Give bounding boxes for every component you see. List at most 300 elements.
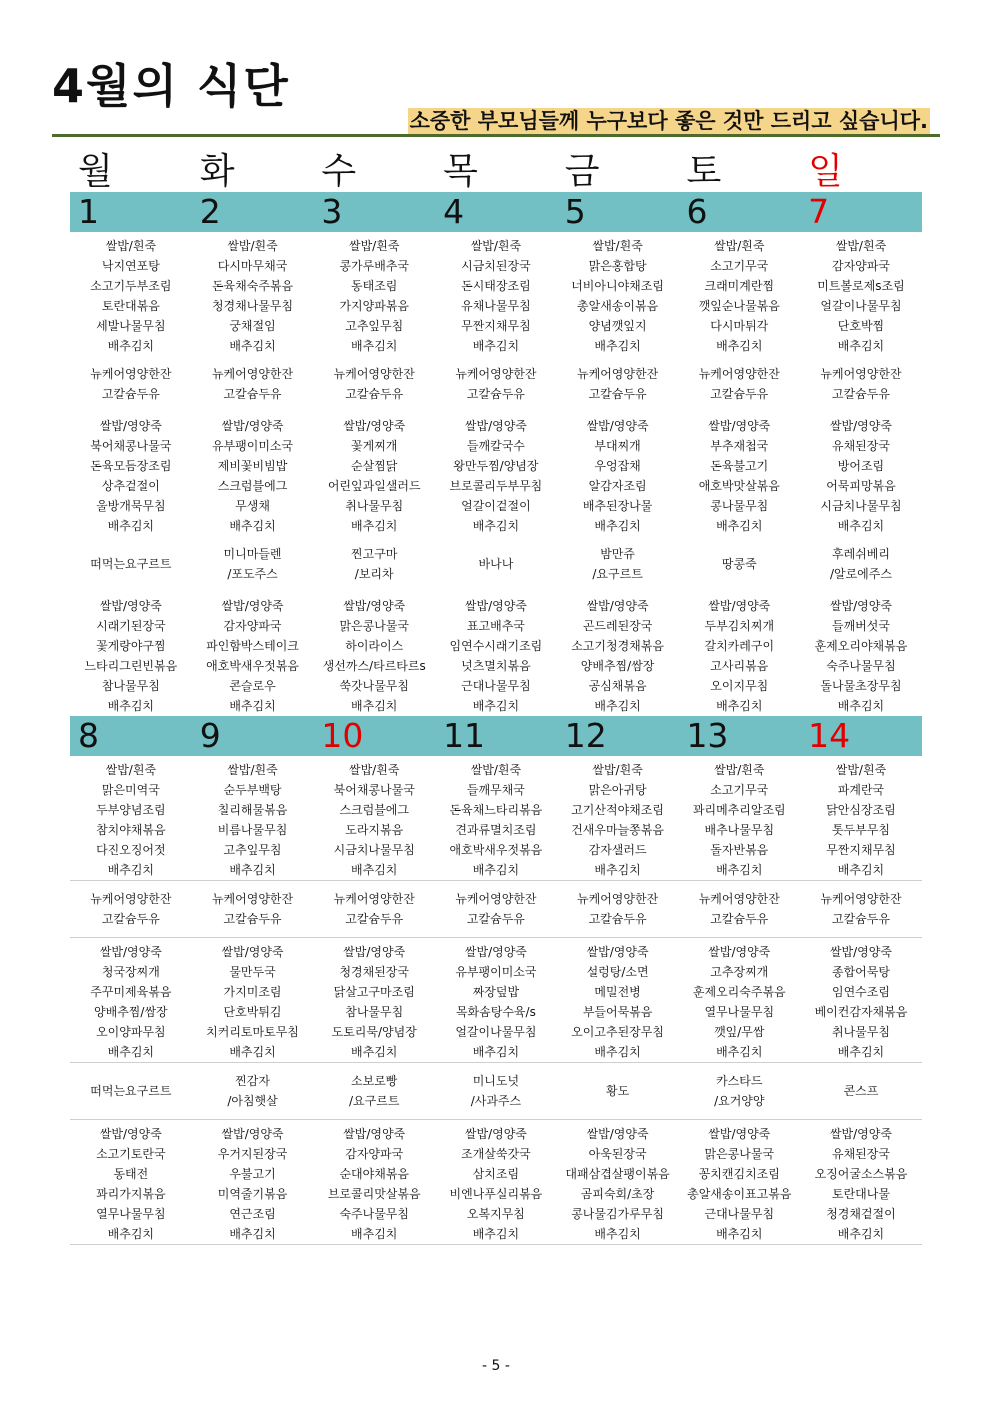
menu-item: 오이양파무침 [96,1025,166,1039]
menu-item: 카스타드 [716,1074,763,1088]
menu-item: 건새우마늘쫑볶음 [571,823,664,837]
menu-item: 배추김치 [351,339,398,353]
menu-item: 쌀밥/영양죽 [586,945,649,959]
menu-item: 쌀밥/흰죽 [592,763,643,777]
menu-item: 떠먹는요구르트 [90,1084,172,1098]
menu-item: 배추김치 [107,519,155,533]
meal-cell [70,236,192,356]
menu-item: 쌀밥/영양죽 [708,419,771,433]
menu-item: 얼갈이겉절이 [461,499,531,513]
menu-item: 배추김치 [229,699,276,713]
menu-item: 맑은콩나물국 [704,1147,775,1161]
menu-item: 고칼슘두유 [588,912,647,926]
menu-item: 연근조림 [229,1207,276,1221]
meal-cell [557,596,679,716]
menu-item: 뉴케어영양한잔 [211,367,294,381]
menu-item: 오이고추된장무침 [571,1025,664,1039]
menu-item: 북어채콩나물국 [90,439,172,453]
date-number: 5 [564,192,586,231]
menu-item: 감자양파국 [223,619,282,633]
menu-item: 스크럼블에그 [217,479,288,493]
menu-item: 울방개묵무침 [96,499,166,513]
meal-cell [313,596,435,716]
date-number: 2 [199,192,221,231]
meal-cell [800,416,922,536]
menu-item: 짜장덮밥 [472,985,520,999]
menu-item: 순대야채볶음 [339,1167,409,1181]
menu-item: 배추나물무침 [704,823,775,837]
menu-item: 뉴케어영양한잔 [698,367,780,381]
menu-item: 느타리그린빈볶음 [84,659,178,673]
menu-item: 부들어묵볶음 [582,1005,653,1019]
menu-item: 깻잎/무쌈 [714,1025,765,1039]
menu-item: 파계란국 [837,783,885,797]
meal-cell [557,942,679,1062]
menu-item: 얼갈이나물무침 [455,1025,537,1039]
menu-item: 배추김치 [716,699,763,713]
menu-item: 메밀전병 [594,985,641,999]
menu-item: 근대나물무침 [461,679,531,693]
menu-item: 배추김치 [716,1045,763,1059]
menu-item: 브로콜리맛살볶음 [327,1187,421,1201]
date-number: 13 [686,716,729,755]
menu-item: 배추김치 [472,1045,520,1059]
meal-cell [313,1063,435,1119]
menu-item: 쌀밥/흰죽 [349,239,400,253]
menu-item: 쌀밥/영양죽 [464,419,527,433]
menu-item: 양배추찜/쌈장 [94,1005,168,1019]
menu-item: 오이지무침 [710,679,769,693]
date-bar [70,716,922,756]
menu-item: 배추김치 [472,699,520,713]
menu-item: 대패삼겹살팽이볶음 [565,1167,670,1181]
menu-item: /알로에주스 [829,567,892,581]
meal-cell [192,536,314,592]
menu-item: 배추김치 [716,863,763,877]
menu-item: 쌀밥/흰죽 [714,763,765,777]
menu-item: 취나물무침 [831,1025,890,1039]
meal-cell [192,1124,314,1244]
meal-cell [70,760,192,880]
afternoon-snack-row [70,1063,922,1120]
menu-item: 고칼슘두유 [101,387,160,401]
page-title: 4월의 식단 [52,59,290,113]
meal-cell [435,596,557,716]
menu-item: 곰피숙회/초장 [580,1187,655,1201]
menu-item: 주꾸미제육볶음 [90,985,172,999]
menu-item: 고추잎무침 [223,843,282,857]
meal-cell [678,536,800,592]
menu-item: 고칼슘두유 [345,912,404,926]
menu-item: 오징어굴소스볶음 [814,1167,908,1181]
menu-item: 스크럼블에그 [339,803,409,817]
menu-item: 임연수시래기조림 [449,639,543,653]
menu-item: 쌀밥/영양죽 [221,1127,284,1141]
menu-item: 순두부백탕 [223,783,282,797]
page-number: - 5 - [482,1358,510,1374]
menu-item: 배추김치 [594,519,641,533]
menu-item: 뉴케어영양한잔 [820,367,902,381]
dinner-row [70,592,922,716]
menu-item: 쌀밥/흰죽 [227,763,278,777]
menu-item: 북어채콩나물국 [333,783,415,797]
date-number: 3 [321,192,343,231]
menu-item: 가지양파볶음 [339,299,409,313]
meal-cell [313,416,435,536]
menu-item: 뉴케어영양한잔 [577,367,659,381]
date-number: 10 [321,716,364,755]
menu-item: 땅콩죽 [721,557,757,571]
menu-item: 돌나물초장무침 [820,679,902,693]
menu-item: 소고기두부조림 [90,279,172,293]
meal-cell [678,942,800,1062]
menu-item: 쌀밥/영양죽 [586,1127,649,1141]
menu-item: 쌀밥/영양죽 [829,1127,892,1141]
meal-cell [678,760,800,880]
menu-item: 배추김치 [229,1045,276,1059]
meal-cell [70,1124,192,1244]
meal-cell [70,596,192,716]
menu-item: 세발나물무침 [96,319,166,333]
meal-cell [192,236,314,356]
weekday-header [70,148,922,192]
menu-item: 종합어묵탕 [831,965,890,979]
menu-item: 고칼슘두유 [101,912,160,926]
breakfast-row [70,756,922,881]
date-number: 11 [443,716,486,755]
menu-item: 감자샐러드 [588,843,647,857]
meal-cell [70,416,192,536]
meal-cell [557,416,679,536]
meal-cell [313,1124,435,1244]
menu-item: 쌀밥/영양죽 [343,419,406,433]
menu-item: 배추김치 [351,1227,398,1241]
menu-item: 두부김치찌개 [704,619,775,633]
menu-item: 고칼슘두유 [223,387,282,401]
meal-cell [192,881,314,937]
weekday-sun: 일 [808,151,843,192]
menu-item: 뉴케어영양한잔 [820,892,902,906]
date-number: 6 [686,192,708,231]
menu-item: 배추김치 [229,863,276,877]
menu-item: 근대나물무침 [704,1207,775,1221]
meal-cell [800,356,922,412]
meal-cell [800,596,922,716]
menu-item: 쌀밥/영양죽 [343,945,406,959]
meal-cell [70,536,192,592]
menu-item: 쌀밥/영양죽 [464,945,527,959]
menu-item: 배추김치 [351,699,398,713]
menu-item: 임연수조림 [831,985,890,999]
menu-item: 바나나 [478,557,514,571]
menu-item: 총알새송이표고볶음 [687,1187,792,1201]
menu-item: 쌀밥/흰죽 [470,763,522,777]
menu-item: 단호박튀김 [223,1005,282,1019]
meal-cell [70,881,192,937]
menu-item: 훈제오리숙주볶음 [692,985,786,999]
dinner-row [70,1120,922,1245]
menu-item: 취나물무침 [345,499,404,513]
menu-item: 배추김치 [229,339,276,353]
date-number: 9 [199,716,221,755]
menu-item: 뉴케어영양한잔 [455,367,537,381]
menu-item: 쌀밥/영양죽 [829,419,892,433]
menu-item: 밤만쥬 [600,547,635,561]
lunch-row [70,938,922,1063]
menu-item: 쌀밥/영양죽 [464,1127,527,1141]
menu-item: 고칼슘두유 [588,387,647,401]
meal-cell [313,236,435,356]
menu-item: 우엉잡채 [594,459,641,473]
menu-item: 고칼슘두유 [466,912,525,926]
meal-cell [557,236,679,356]
menu-item: 시금치나물무침 [333,843,415,857]
menu-item: /요구르트 [349,1094,400,1108]
menu-item: 고추장찌개 [710,965,769,979]
menu-item: 배추김치 [107,339,155,353]
menu-item: 배추김치 [351,1045,398,1059]
menu-item: 쌀밥/영양죽 [221,419,284,433]
meal-cell [192,942,314,1062]
meal-cell [678,236,800,356]
menu-item: 쌀밥/흰죽 [227,239,278,253]
menu-item: 시금치나물무침 [820,499,902,513]
menu-item: 가지미조림 [223,985,282,999]
menu-item: 청경채나물무침 [211,299,294,313]
menu-item: 총알새송이볶음 [577,299,659,313]
meal-cell [192,416,314,536]
menu-item: 숙주나물무침 [339,1207,409,1221]
meal-cell [678,596,800,716]
meal-cell [192,356,314,412]
menu-item: 찐감자 [235,1074,270,1088]
menu-item: 비엔나푸실리볶음 [449,1187,543,1201]
menu-item: 왕만두찜/양념장 [453,459,539,473]
meal-cell [435,760,557,880]
menu-item: 아욱된장국 [588,1147,647,1161]
menu-item: 배추김치 [107,699,155,713]
menu-item: 뉴케어영양한잔 [333,367,415,381]
menu-item: 동태조림 [351,279,398,293]
menu-item: 쌀밥/흰죽 [592,239,643,253]
menu-item: 우불고기 [229,1167,276,1181]
date-number: 1 [78,192,99,231]
meal-cell [435,236,557,356]
menu-item: 고칼슘두유 [466,387,525,401]
menu-item: 고칼슘두유 [345,387,404,401]
menu-item: 배추김치 [472,863,520,877]
menu-item: 갈치카레구이 [704,639,775,653]
menu-item: 배추김치 [594,863,641,877]
meal-cell [678,416,800,536]
menu-item: 꽃게랑야구찜 [96,639,166,653]
meal-cell [800,1063,922,1119]
meal-cell [800,760,922,880]
menu-item: 미니마들렌 [223,547,282,561]
menu-item: 닭안심장조림 [826,803,896,817]
meal-cell [435,942,557,1062]
menu-item: 깻잎순나물볶음 [698,299,780,313]
menu-item: 뉴케어영양한잔 [211,892,294,906]
meal-cell [313,356,435,412]
menu-item: 배추김치 [716,519,763,533]
menu-item: 애호박맛살볶음 [698,479,780,493]
menu-item: 열무나물무침 [704,1005,775,1019]
date-number: 12 [564,716,607,755]
weekday-sat: 토 [686,151,722,192]
menu-item: 도토리묵/양념장 [331,1025,417,1039]
menu-item: 배추김치 [837,699,885,713]
menu-item: 배추김치 [472,1227,520,1241]
weekday-wed: 수 [321,151,357,192]
menu-item: 고기산적야채조림 [571,803,664,817]
meal-cell [678,1124,800,1244]
menu-item: 삼치조림 [472,1167,520,1181]
menu-item: 감자양파국 [831,259,890,273]
menu-item: 다시마튀각 [710,319,769,333]
menu-item: 쌀밥/영양죽 [708,945,771,959]
menu-item: 유채된장국 [831,439,890,453]
weekday-thu: 목 [443,151,478,192]
menu-item: 고칼슘두유 [831,912,890,926]
menu-item: 양배추찜/쌈장 [580,659,655,673]
menu-item: 쌀밥/영양죽 [221,945,284,959]
menu-item: 고칼슘두유 [831,387,890,401]
menu-item: 애호박새우젓볶음 [449,843,543,857]
menu-item: 황도 [606,1084,630,1098]
menu-item: 오복지무침 [466,1207,525,1221]
menu-item: 어린잎과일샐러드 [327,479,421,493]
menu-item: 꽃게찌개 [351,439,398,453]
menu-item: 돈육채숙주볶음 [211,279,294,293]
menu-item: 배추김치 [594,339,641,353]
menu-item: 돈육채느타리볶음 [449,803,543,817]
weekday-fri: 금 [564,151,600,192]
menu-item: 방어조림 [837,459,885,473]
meal-cell [557,760,679,880]
menu-item: 소고기토란국 [96,1147,166,1161]
menu-item: 배추김치 [351,519,398,533]
menu-item: 쌀밥/영양죽 [708,1127,771,1141]
menu-item: 토란대볶음 [101,299,160,313]
meal-cell [557,1124,679,1244]
menu-item: 돌자반볶음 [710,843,769,857]
menu-item: 생선까스/타르타르s [322,659,426,673]
menu-item: 배추김치 [837,519,885,533]
menu-item: 쌀밥/흰죽 [349,763,400,777]
menu-item: 제비꽃비빔밥 [217,459,288,473]
menu-item: 미니도넛 [472,1074,520,1088]
menu-item: 배추김치 [107,1227,155,1241]
meal-cell [70,1063,192,1119]
date-number: 7 [808,192,830,231]
morning-snack-row [70,881,922,938]
menu-item: 설렁탕/소면 [586,965,649,979]
menu-item: 돈육모듬장조림 [90,459,172,473]
menu-calendar [70,148,922,1245]
menu-item: 다진오징어젓 [96,843,166,857]
menu-item: 후레쉬베리 [831,547,890,561]
menu-item: 열무나물무침 [96,1207,166,1221]
menu-item: 토란대나물 [831,1187,890,1201]
menu-item: 쌀밥/영양죽 [99,599,162,613]
menu-item: 콩나물김가루무침 [571,1207,664,1221]
menu-item: 청경채겉절이 [826,1207,896,1221]
menu-item: 쌀밥/흰죽 [835,763,887,777]
meal-cell [313,942,435,1062]
menu-item: 쌀밥/흰죽 [470,239,522,253]
menu-item: 찐고구마 [351,547,398,561]
menu-item: 돈시태장조림 [461,279,531,293]
menu-item: 배추김치 [594,1227,641,1241]
menu-item: 쑥갓나물무침 [339,679,409,693]
menu-item: 양념깻잎지 [588,319,647,333]
menu-item: 애호박새우젓볶음 [206,659,299,673]
menu-item: 무짠지채무침 [461,319,531,333]
menu-item: 견과류멸치조림 [455,823,537,837]
menu-item: 고칼슘두유 [710,912,769,926]
menu-item: 뉴케어영양한잔 [455,892,537,906]
menu-item: 배추김치 [837,1227,885,1241]
menu-item: 떠먹는요구르트 [90,557,172,571]
menu-item: 부추재첩국 [710,439,769,453]
menu-item: 꽈리가지볶음 [96,1187,166,1201]
meal-cell [800,236,922,356]
menu-item: 유채나물무침 [461,299,531,313]
menu-item: 배추김치 [594,699,641,713]
menu-item: 뉴케어영양한잔 [577,892,659,906]
menu-item: 배추김치 [229,519,276,533]
title-underline [52,134,940,137]
menu-item: 목화솜탕수육/s [455,1005,536,1019]
menu-item: 소고기무국 [710,259,769,273]
weekday-tue: 화 [199,151,235,192]
meal-cell [678,881,800,937]
menu-item: 배추김치 [351,863,398,877]
meal-cell [192,1063,314,1119]
menu-item: 들깨무채국 [466,783,525,797]
menu-item: 배추김치 [107,863,155,877]
menu-item: 유부팽이미소국 [211,439,294,453]
menu-item: 뉴케어영양한잔 [333,892,415,906]
menu-item: 쌀밥/흰죽 [835,239,887,253]
menu-item: 어묵피망볶음 [826,479,896,493]
menu-item: 참치야채볶음 [96,823,166,837]
menu-item: 비름나물무침 [217,823,288,837]
menu-item: 들깨버섯국 [831,619,890,633]
menu-item: 순살찜닭 [351,459,398,473]
menu-item: 배추김치 [472,339,520,353]
menu-item: 쌀밥/흰죽 [105,239,157,253]
menu-item: 꽁치캔김치조림 [698,1167,780,1181]
meal-cell [313,536,435,592]
menu-item: 톳두부무침 [831,823,890,837]
menu-item: 돈육불고기 [710,459,769,473]
menu-item: 쌀밥/영양죽 [99,945,162,959]
menu-item: 뉴케어영양한잔 [698,892,780,906]
breakfast-row [70,232,922,356]
meal-cell [70,942,192,1062]
menu-item: 배추김치 [837,1045,885,1059]
meal-cell [800,1124,922,1244]
menu-item: 쌀밥/영양죽 [221,599,284,613]
menu-item: 표고배추국 [466,619,525,633]
menu-item: /아침햇살 [227,1094,278,1108]
menu-item: 도라지볶음 [345,823,404,837]
menu-item: 고사리볶음 [710,659,769,673]
menu-item: 꽈리메추리알조림 [692,803,786,817]
menu-item: 소보로빵 [351,1074,398,1088]
